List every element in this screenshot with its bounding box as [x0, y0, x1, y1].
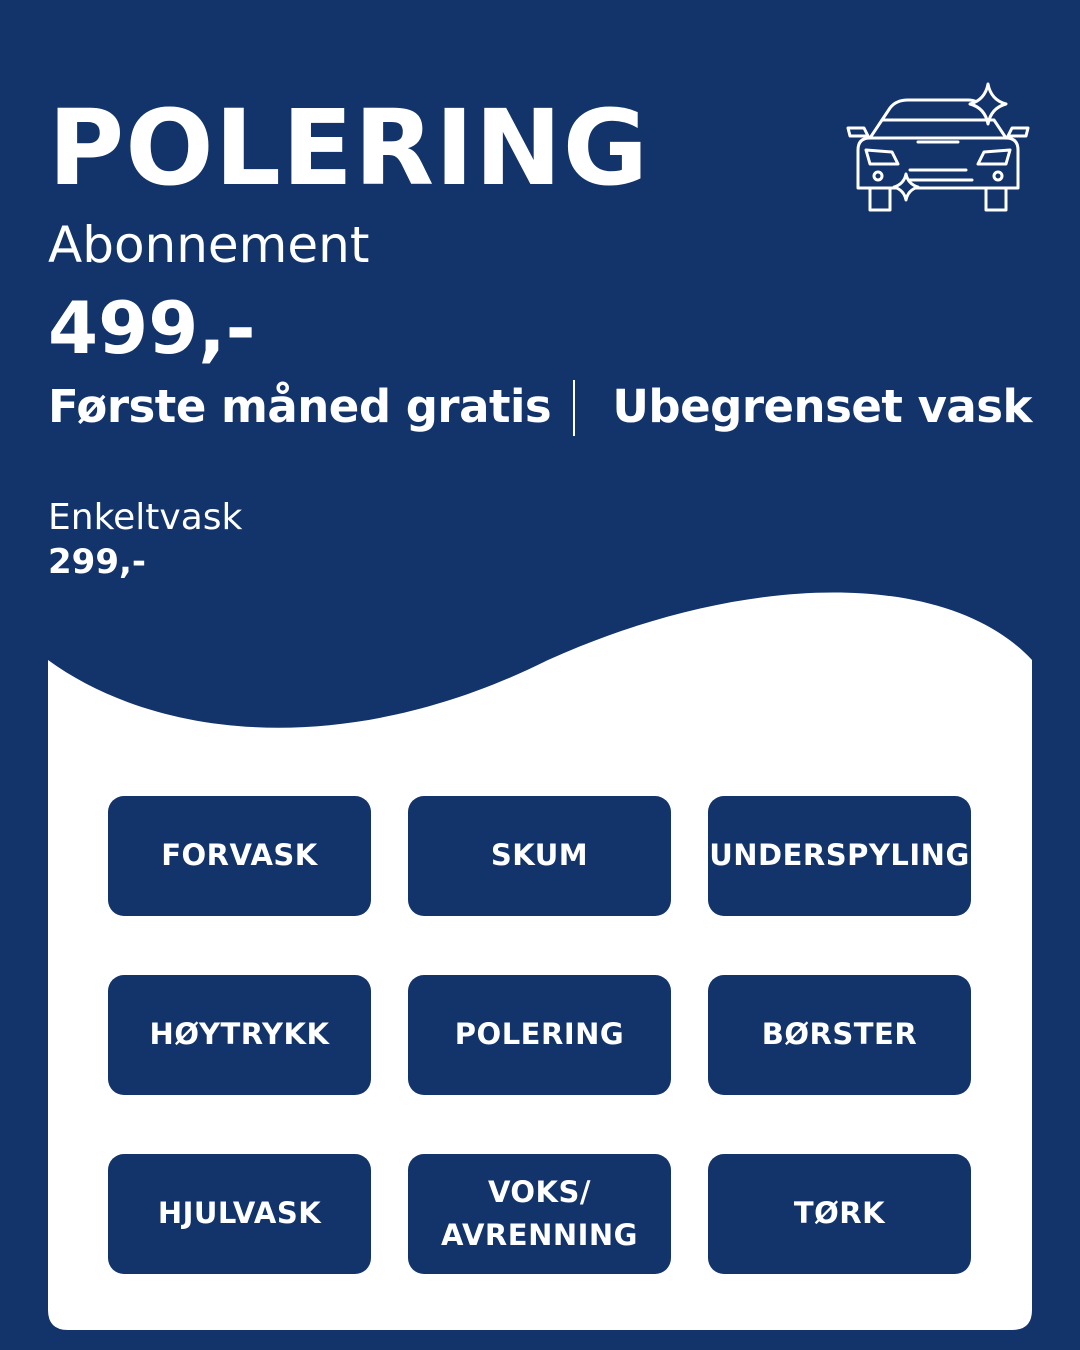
plan-price: 499,-: [48, 286, 256, 370]
feature-first-month: Første måned gratis: [48, 380, 552, 433]
service-polering[interactable]: POLERING: [408, 975, 671, 1095]
feature-unlimited: Ubegrenset vask: [612, 380, 1032, 433]
feature-divider: [573, 380, 575, 436]
service-borster[interactable]: BØRSTER: [708, 975, 971, 1095]
service-underspyling[interactable]: UNDERSPYLING: [708, 796, 971, 916]
plan-subtitle: Abonnement: [48, 216, 370, 274]
service-skum[interactable]: SKUM: [408, 796, 671, 916]
single-wash-price: 299,-: [48, 542, 146, 582]
car-sparkle-icon: [840, 80, 1036, 220]
single-wash-label: Enkeltvask: [48, 497, 243, 538]
service-tork[interactable]: TØRK: [708, 1154, 971, 1274]
services-grid: [108, 796, 971, 1274]
service-voks-avrenning[interactable]: VOKS/ AVRENNING: [408, 1154, 671, 1274]
service-hoytrykk[interactable]: HØYTRYKK: [108, 975, 371, 1095]
service-forvask[interactable]: FORVASK: [108, 796, 371, 916]
service-hjulvask[interactable]: HJULVASK: [108, 1154, 371, 1274]
page-title: POLERING: [48, 87, 650, 209]
